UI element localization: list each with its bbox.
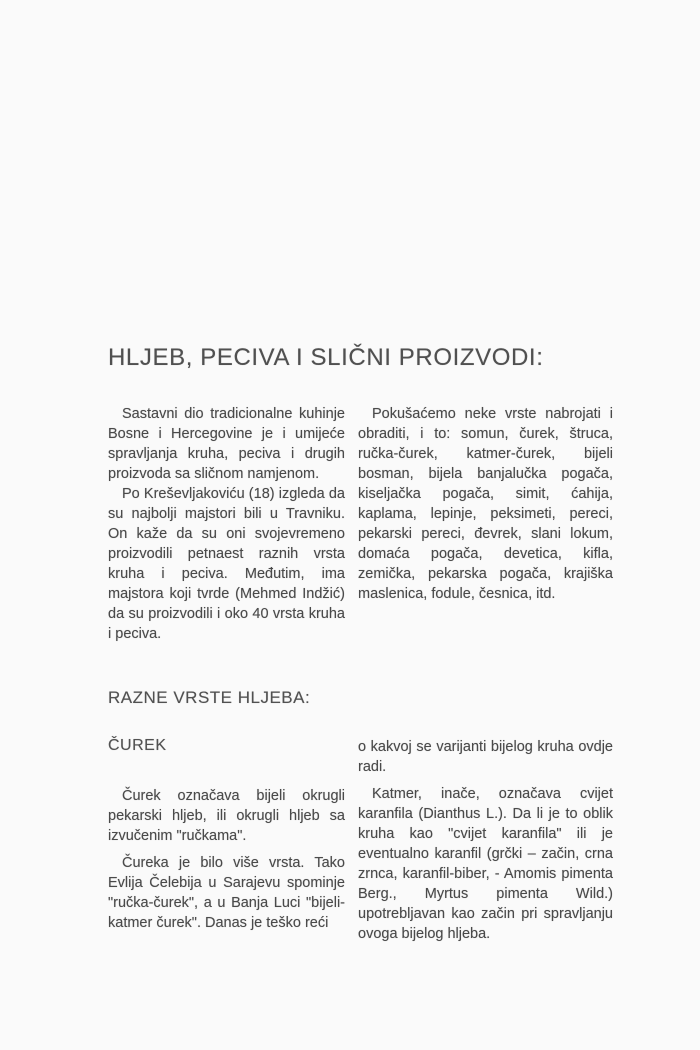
intro-right-column (358, 404, 613, 604)
paragraph-intro-right-1: Pokušaćemo neke vrste nabrojati i obraditi, i to: somun, čurek, štruca, ručka-čurek, katmer-čurek, bijeli bosman, bijela banjalučka pogača, kiseljačka pogača, simit, ćahija, kaplama, lepinje, peksimeti, pereci, pekarski pereci, đevrek, slani lokum, domaća pogača, devetica, kifla, zemička, pekarska pogača, krajiška maslenica, fodule, česnica, itd. (358, 406, 613, 602)
curek-section (108, 737, 613, 944)
intro-section (108, 404, 613, 644)
intro-left-column (108, 404, 345, 644)
section-heading-razne-vrste-hljeba: RAZNE VRSTE HLJEBA: (108, 688, 311, 707)
curek-left-column (108, 737, 345, 933)
paragraph-curek-left-2: Čureka je bilo više vrsta. Tako Evlija Čelebija u Sarajevu spominje "ručka-čurek", a u Banja Luci "bijeli-katmer čurek". Danas je teško reći (108, 855, 345, 931)
subheading-curek: ČUREK (108, 737, 167, 754)
paragraph-intro-left-1: Sastavni dio tradicionalne kuhinje Bosne i Hercegovine je i umijeće spravljanja kruha, peciva i drugih proizvoda sa sličnom namjenom. (108, 406, 345, 482)
paragraph-curek-right-2: Katmer, inače, označava cvijet karanfila (Dianthus L.). Da li je to oblik kruha kao "cvijet karanfila" ili je eventualno karanfil (grčki – začin, crna zrnca, karanfil-biber, - Amomis pimenta Berg., Myrtus pimenta Wild.) upotrebljavan kao začin pri spravljanju ovoga bijelog hljeba. (358, 786, 613, 942)
paragraph-intro-left-2: Po Kreševljakoviću (18) izgleda da su najbolji majstori bili u Travniku. On kaže da su oni svojevremeno proizvodili petnaest raznih vrsta kruha i peciva. Međutim, ima majstora koji tvrde (Mehmed Indžić) da su proizvodili i oko 40 vrsta kruha i peciva. (108, 486, 345, 642)
paragraph-curek-left-1: Čurek označava bijeli okrugli pekarski hljeb, ili okrugli hljeb sa izvučenim "ručkama". (108, 788, 345, 844)
page-title: HLJEB, PECIVA I SLIČNI PROIZVODI: (108, 344, 544, 371)
curek-right-column (358, 737, 613, 944)
paragraph-curek-right-1: o kakvoj se varijanti bijelog kruha ovdje radi. (358, 739, 613, 775)
